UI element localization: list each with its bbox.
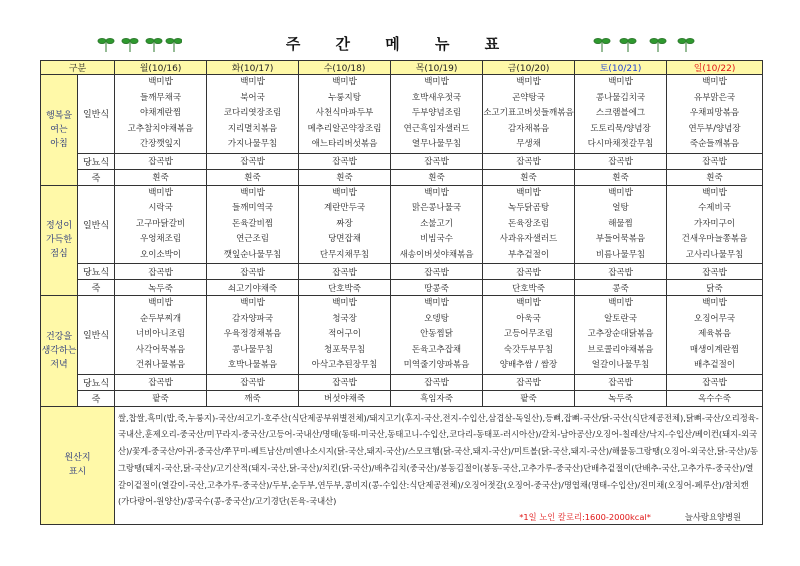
menu-item: 백미밥	[424, 187, 449, 198]
porridge-cell-sat: 콩죽	[575, 280, 667, 296]
menu-cell-fri	[483, 75, 575, 154]
menu-item: 연근흑임자샐러드	[403, 123, 470, 134]
porridge-cell-sun: 흰죽	[667, 169, 763, 185]
porridge-cell-thu: 흰죽	[391, 169, 483, 185]
menu-item: 들깨미역국	[231, 203, 274, 214]
menu-item: 우채피망볶음	[689, 108, 740, 119]
menu-item: 고추참치야채볶음	[127, 123, 194, 134]
porridge-cell-fri: 흰죽	[483, 169, 575, 185]
menu-cell-sun	[667, 296, 763, 375]
diabetic-cell-tue: 잡곡밥	[207, 264, 299, 280]
porridge-meal-label: 죽	[78, 390, 115, 406]
header-row	[41, 61, 763, 75]
menu-item: 백미밥	[608, 298, 633, 309]
menu-item: 너비아니조림	[135, 329, 186, 340]
day-header-mon: 월(10/16)	[115, 61, 207, 75]
menu-item: 고구마닭갈비	[135, 218, 186, 229]
menu-cell-thu	[391, 75, 483, 154]
menu-item: 숙갓두부무침	[503, 344, 554, 355]
menu-item: 돈육장조림	[507, 218, 550, 229]
menu-item: 청국장	[332, 313, 357, 324]
menu-item: 청포묵무침	[323, 344, 366, 355]
menu-item: 들깨무채국	[139, 92, 182, 103]
menu-cell-sat	[575, 185, 667, 264]
menu-item: 백미밥	[516, 77, 541, 88]
porridge-cell-tue: 쇠고기야채죽	[207, 280, 299, 296]
menu-item: 메추리알곤약장조림	[307, 123, 382, 134]
menu-item: 우육정경채볶음	[223, 329, 282, 340]
menu-item: 가자미구이	[693, 218, 736, 229]
menu-item: 백미밥	[424, 77, 449, 88]
porridge-cell-sat: 흰죽	[575, 169, 667, 185]
menu-item: 감자채볶음	[507, 123, 550, 134]
menu-item: 오이소박이	[139, 249, 182, 260]
menu-item: 백미밥	[240, 187, 265, 198]
hospital-name: 늘사랑요양병원	[684, 511, 742, 522]
menu-item: 연두부/양념장	[688, 123, 741, 134]
diabetic-cell-sun: 잡곡밥	[667, 374, 763, 390]
porridge-cell-wed: 버섯야채죽	[299, 390, 391, 406]
menu-item: 백미밥	[516, 298, 541, 309]
meal-group-label: 행복을 여는 아침	[41, 75, 78, 186]
porridge-cell-fri: 단호박죽	[483, 280, 575, 296]
menu-item: 콩나물무침	[231, 344, 274, 355]
meal-row-porridge	[41, 390, 763, 406]
page-title: 주 간 메 뉴 표	[285, 35, 515, 53]
diabetic-cell-thu: 잡곡밥	[391, 153, 483, 169]
menu-item: 순두부찌개	[139, 313, 182, 324]
menu-item: 당면잡채	[328, 234, 361, 245]
menu-cell-mon	[115, 296, 207, 375]
menu-item: 깻잎순나물무침	[223, 249, 282, 260]
menu-item: 알토란국	[604, 313, 637, 324]
meal-row-regular	[41, 296, 763, 375]
menu-item: 브로콜리야채볶음	[587, 344, 654, 355]
diabetic-cell-thu: 잡곡밥	[391, 374, 483, 390]
porridge-cell-wed: 단호박죽	[299, 280, 391, 296]
menu-item: 감자양파국	[231, 313, 274, 324]
day-header-sat: 토(10/21)	[575, 61, 667, 75]
day-header-tue: 화(10/17)	[207, 61, 299, 75]
menu-item: 백미밥	[148, 187, 173, 198]
menu-item: 얼갈이나물무침	[591, 360, 650, 371]
diabetic-cell-wed: 잡곡밥	[299, 264, 391, 280]
menu-item: 단무지채무침	[319, 249, 370, 260]
menu-item: 부들어묵볶음	[595, 234, 646, 245]
menu-cell-wed	[299, 296, 391, 375]
menu-item: 호박나물볶음	[227, 360, 278, 371]
menu-item: 배추겉절이	[693, 360, 736, 371]
menu-item: 해물찜	[608, 218, 633, 229]
meal-row-diabetic	[41, 264, 763, 280]
menu-item: 돈육고추잡채	[411, 344, 462, 355]
menu-item: 오뎅탕	[424, 313, 449, 324]
menu-item: 소고기표고버섯들깨볶음	[483, 108, 574, 119]
menu-cell-sat	[575, 75, 667, 154]
menu-item: 얼탕	[612, 203, 629, 214]
diabetic-cell-mon: 잡곡밥	[115, 153, 207, 169]
menu-item: 짜장	[336, 218, 353, 229]
menu-item: 백미밥	[148, 77, 173, 88]
menu-item: 비름나물무침	[595, 249, 646, 260]
menu-item: 야채계란찜	[139, 108, 182, 119]
porridge-cell-sat: 녹두죽	[575, 390, 667, 406]
day-header-thu: 목(10/19)	[391, 61, 483, 75]
menu-item: 백미밥	[702, 77, 727, 88]
menu-item: 새송이버섯야채볶음	[399, 249, 474, 260]
day-header-wed: 수(10/18)	[299, 61, 391, 75]
menu-item: 백미밥	[332, 77, 357, 88]
porridge-cell-thu: 흑임자죽	[391, 390, 483, 406]
menu-item: 코다리엿장조림	[223, 108, 282, 119]
porridge-cell-sun: 닭죽	[667, 280, 763, 296]
menu-item: 맑은콩나물국	[411, 203, 462, 214]
menu-item: 건새우마늘쫑볶음	[681, 234, 748, 245]
diabetic-cell-sun: 잡곡밥	[667, 153, 763, 169]
menu-item: 백미밥	[608, 187, 633, 198]
origin-row	[41, 406, 763, 524]
porridge-meal-label: 죽	[78, 280, 115, 296]
diabetic-cell-sat: 잡곡밥	[575, 153, 667, 169]
menu-item: 두부양념조림	[411, 108, 462, 119]
menu-item: 백미밥	[332, 187, 357, 198]
menu-cell-thu	[391, 185, 483, 264]
menu-item: 스크램블에그	[595, 108, 646, 119]
menu-item: 유부맑은국	[693, 92, 736, 103]
menu-item: 고추장순대닭볶음	[587, 329, 654, 340]
diabetic-cell-wed: 잡곡밥	[299, 153, 391, 169]
menu-item: 호박새우젓국	[411, 92, 462, 103]
regular-meal-label: 일반식	[78, 75, 115, 154]
porridge-cell-sun: 옥수수죽	[667, 390, 763, 406]
menu-item: 녹두닭곰탕	[507, 203, 550, 214]
origin-label: 원산지 표시	[41, 406, 115, 524]
menu-item: 도토리묵/양념장	[590, 123, 651, 134]
menu-item: 양배추쌈 / 쌈장	[499, 360, 558, 371]
menu-item: 지리멸치볶음	[227, 123, 278, 134]
menu-item: 매생이계란찜	[689, 344, 740, 355]
menu-cell-wed	[299, 75, 391, 154]
menu-item: 다시마채젓갈무침	[587, 139, 654, 150]
menu-item: 소불고기	[420, 218, 453, 229]
diabetic-meal-label: 당뇨식	[78, 374, 115, 390]
menu-item: 사각어묵볶음	[135, 344, 186, 355]
menu-cell-thu	[391, 296, 483, 375]
diabetic-cell-fri: 잡곡밥	[483, 153, 575, 169]
menu-cell-wed	[299, 185, 391, 264]
menu-item: 열무나물무침	[411, 139, 462, 150]
diabetic-cell-mon: 잡곡밥	[115, 264, 207, 280]
porridge-cell-tue: 흰죽	[207, 169, 299, 185]
menu-item: 오징어무국	[693, 313, 736, 324]
porridge-cell-mon: 팥죽	[115, 390, 207, 406]
menu-cell-fri	[483, 296, 575, 375]
menu-item: 수제비국	[698, 203, 731, 214]
menu-item: 계란만두국	[323, 203, 366, 214]
porridge-cell-wed: 흰죽	[299, 169, 391, 185]
meal-row-regular	[41, 185, 763, 264]
origin-cell	[115, 406, 763, 524]
sprout-decoration-right-icon	[592, 35, 702, 53]
day-header-sun: 일(10/22)	[667, 61, 763, 75]
porridge-cell-tue: 깨죽	[207, 390, 299, 406]
menu-item: 곤약탕국	[512, 92, 545, 103]
menu-cell-mon	[115, 75, 207, 154]
menu-cell-sun	[667, 75, 763, 154]
porridge-cell-fri: 팥죽	[483, 390, 575, 406]
menu-item: 백미밥	[240, 298, 265, 309]
menu-item: 간장깻잎지	[139, 139, 182, 150]
menu-item: 부추겉절이	[507, 249, 550, 260]
meal-row-porridge	[41, 280, 763, 296]
origin-footer	[118, 510, 759, 524]
origin-text: 쌀,찹쌀,흑미(밥,죽,누룽지)-국산/쇠고기-호주산(식단제공부위별전체)/돼지고기(후지-국산,전지-수입산,삼겹살-독일산),등뼈,잡뼈-국산/닭-국산(식단제공전체),닭뼈-국산/오리정육-국내산,훈제오리-중국산/미꾸라지-중국산/고등어-국내산/명태(동태-미국산,동태고니-수입산,코다리-동태포-러시아산)/갈치-남아공산/오징어-칠레산/낙지-수입산/베이컨(돼지-외국산)/꽃게-중국산/아귀-중국산/쭈꾸미-베트남산/비엔나소시지(닭-국산,돼지-국산)/스모크햄(닭-국산,돼지-국산)/미트볼(닭-국산,돼지-국산)/해물동그랑땡(오징어-외국산,닭-국산)/동그랑땡(돼지-국산,닭-국산)/고기산적(돼지-국산,닭-국산)/치킨(닭-국산)/배추김치(중국산)/봉동김절이(봉동-국산,고추가루-중국산)단배추겉절이(단배추-국산,고추가루-중국산)/열갈이겉절이(열갈이-국산,고추가루-중국산)/두부,순두부,연두부,콩비지(콩-수입산:식단제공전체)/오징어젓갈(오징어-중국산)/명엽채(명태-수입산)/진미채(오징어-페루산)/참치캔(가다랑어-원양산)/콩국수(콩-중국산)/고기경단(돈육-국내산)	[118, 412, 759, 507]
diabetic-cell-sat: 잡곡밥	[575, 264, 667, 280]
diabetic-cell-tue: 잡곡밥	[207, 153, 299, 169]
day-header-fri: 금(10/20)	[483, 61, 575, 75]
menu-item: 아욱국	[516, 313, 541, 324]
diabetic-cell-sun: 잡곡밥	[667, 264, 763, 280]
menu-item: 적어구이	[328, 329, 361, 340]
porridge-meal-label: 죽	[78, 169, 115, 185]
menu-item: 안동찜닭	[420, 329, 453, 340]
menu-item: 무생채	[516, 139, 541, 150]
menu-item: 백미밥	[240, 77, 265, 88]
menu-item: 연근조림	[236, 234, 269, 245]
diabetic-cell-tue: 잡곡밥	[207, 374, 299, 390]
meal-group-label: 정성이 가득한 점심	[41, 185, 78, 296]
menu-item: 백미밥	[702, 187, 727, 198]
calorie-note: *1일 노인 칼로리:1600-2000kcal*	[519, 511, 651, 522]
menu-item: 제육볶음	[698, 329, 731, 340]
menu-cell-sat	[575, 296, 667, 375]
menu-item: 콩나물김치국	[595, 92, 646, 103]
menu-item: 애느타리버섯볶음	[311, 139, 378, 150]
menu-item: 시락국	[148, 203, 173, 214]
menu-item: 미역줄기양파볶음	[403, 360, 470, 371]
menu-item: 백미밥	[516, 187, 541, 198]
weekly-menu-table	[40, 60, 763, 525]
menu-item: 돈육갈비찜	[231, 218, 274, 229]
regular-meal-label: 일반식	[78, 185, 115, 264]
diabetic-cell-mon: 잡곡밥	[115, 374, 207, 390]
porridge-cell-thu: 땅콩죽	[391, 280, 483, 296]
menu-cell-tue	[207, 185, 299, 264]
meal-row-regular	[41, 75, 763, 154]
menu-item: 우엉채조림	[139, 234, 182, 245]
diabetic-cell-thu: 잡곡밥	[391, 264, 483, 280]
menu-item: 사천식마파두부	[315, 108, 374, 119]
menu-item: 아삭고추된장무침	[311, 360, 378, 371]
meal-group-label: 건강을 생각하는 저녁	[41, 296, 78, 407]
menu-item: 건취나물볶음	[135, 360, 186, 371]
menu-item: 죽순들깨볶음	[689, 139, 740, 150]
regular-meal-label: 일반식	[78, 296, 115, 375]
menu-item: 가지나물무침	[227, 139, 278, 150]
menu-item: 비빔국수	[420, 234, 453, 245]
menu-item: 백미밥	[608, 77, 633, 88]
diabetic-cell-wed: 잡곡밥	[299, 374, 391, 390]
menu-cell-tue	[207, 75, 299, 154]
meal-row-porridge	[41, 169, 763, 185]
diabetic-cell-sat: 잡곡밥	[575, 374, 667, 390]
menu-item: 백미밥	[424, 298, 449, 309]
meal-row-diabetic	[41, 153, 763, 169]
meal-row-diabetic	[41, 374, 763, 390]
menu-item: 누룽지탕	[328, 92, 361, 103]
porridge-cell-mon: 흰죽	[115, 169, 207, 185]
menu-item: 백미밥	[702, 298, 727, 309]
menu-cell-tue	[207, 296, 299, 375]
menu-item: 사과유자샐러드	[499, 234, 558, 245]
header-corner: 구분	[41, 61, 115, 75]
menu-item: 백미밥	[332, 298, 357, 309]
menu-cell-sun	[667, 185, 763, 264]
menu-cell-fri	[483, 185, 575, 264]
menu-item: 백미밥	[148, 298, 173, 309]
porridge-cell-mon: 녹두죽	[115, 280, 207, 296]
diabetic-meal-label: 당뇨식	[78, 264, 115, 280]
menu-cell-mon	[115, 185, 207, 264]
diabetic-cell-fri: 잡곡밥	[483, 264, 575, 280]
menu-item: 고사리나물무침	[685, 249, 744, 260]
diabetic-meal-label: 당뇨식	[78, 153, 115, 169]
menu-item: 고등어무조림	[503, 329, 554, 340]
diabetic-cell-fri: 잡곡밥	[483, 374, 575, 390]
menu-item: 북어국	[240, 92, 265, 103]
